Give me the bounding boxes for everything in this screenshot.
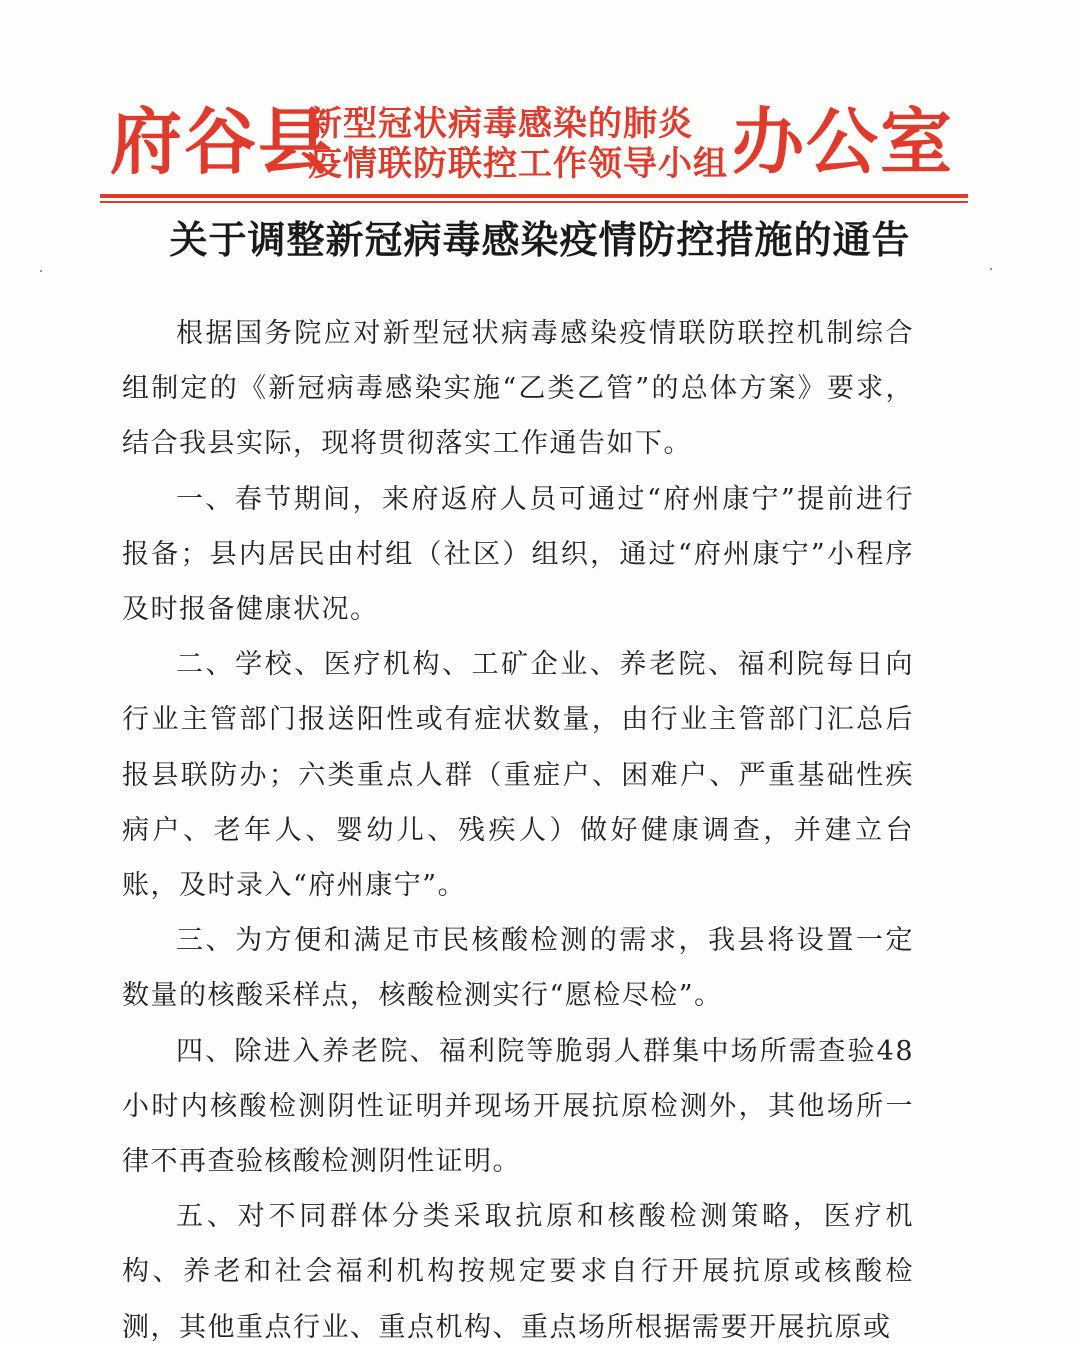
notice-title: 关于调整新冠病毒感染疫情防控措施的通告 bbox=[169, 217, 911, 262]
red-letterhead bbox=[100, 96, 970, 196]
paragraph-item-3: 三、为方便和满足市民核酸检测的需求，我县将设置一定数量的核酸采样点，核酸检测实行“愿检尽检”。 bbox=[122, 925, 914, 1012]
paragraph-item-2: 二、学校、医疗机构、工矿企业、养老院、福利院每日向行业主管部门报送阳性或有症状数量，由行业主管部门汇总后报县联防办；六类重点人群（重症户、困难户、严重基础性疾病户、老年人、婴幼儿、残疾人）做好健康调查，并建立台账，及时录入“府州康宁”。 bbox=[122, 649, 914, 902]
red-rule-thick bbox=[100, 194, 968, 198]
paragraph-item-5: 五、对不同群体分类采取抗原和核酸检测策略，医疗机构、养老和社会福利机构按规定要求自行开展抗原或核酸检测，其他重点行业、重点机构、重点场所根据需要开展抗原或 bbox=[122, 1201, 914, 1343]
letterhead-office: 办公室 bbox=[731, 99, 954, 184]
paragraph-item-4: 四、除进入养老院、福利院等脆弱人群集中场所需查验48小时内核酸检测阴性证明并现场开展抗原检测外，其他场所一律不再查验核酸检测阴性证明。 bbox=[122, 1035, 914, 1178]
letterhead-line-1: 新型冠状病毒感染的肺炎 bbox=[308, 104, 693, 144]
scan-mark bbox=[990, 268, 992, 270]
red-rule-thin bbox=[100, 201, 968, 203]
paragraph-intro: 根据国务院应对新型冠状病毒感染疫情联防联控机制综合组制定的《新冠病毒感染实施“乙类乙管”的总体方案》要求，结合我县实际，现将贯彻落实工作通告如下。 bbox=[122, 318, 914, 460]
scan-mark bbox=[40, 270, 42, 272]
letterhead-county: 府谷县 bbox=[110, 99, 333, 184]
letterhead-group-name bbox=[308, 104, 768, 184]
letterhead-line-2: 疫情联防联控工作领导小组 bbox=[308, 144, 728, 184]
paragraph-item-1: 一、春节期间，来府返府人员可通过“府州康宁”提前进行报备；县内居民由村组（社区）组织，通过“府州康宁”小程序及时报备健康状况。 bbox=[122, 483, 914, 626]
notice-body bbox=[122, 306, 914, 1355]
